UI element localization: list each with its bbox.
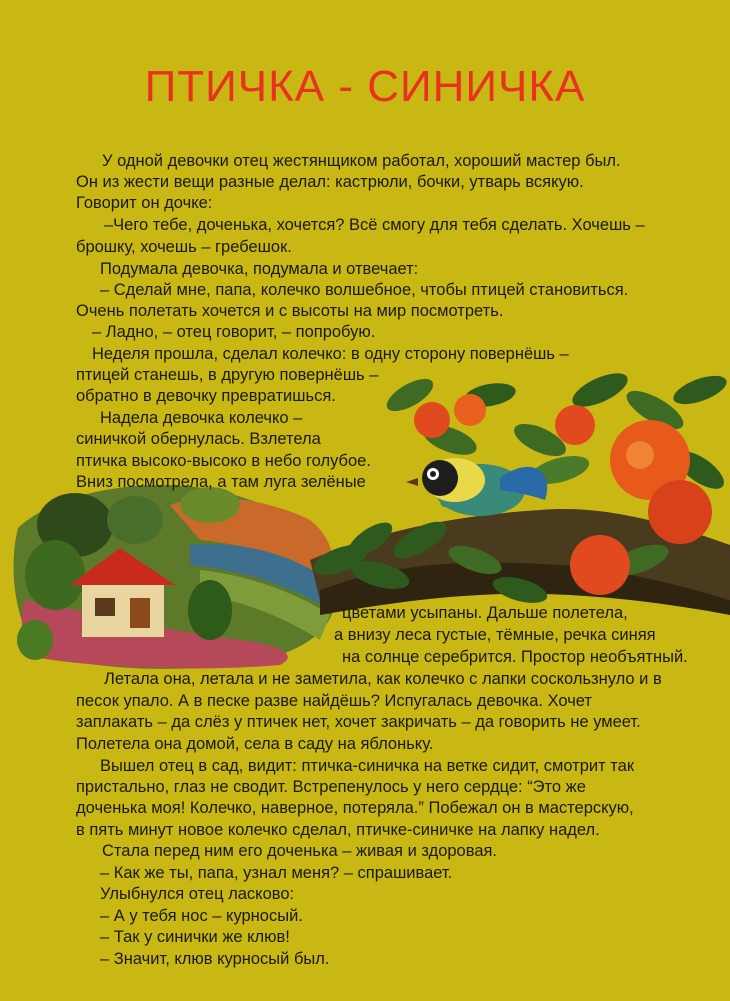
story-line: Неделя прошла, сделал колечко: в одну сторону повернёшь – (92, 345, 569, 363)
story-line: а внизу леса густые, тёмные, речка синяя (334, 626, 656, 644)
story-line: брошку, хочешь – гребешок. (76, 238, 292, 256)
story-line: Вниз посмотрела, а там луга зелёные (76, 473, 366, 491)
titmouse-bird-icon (406, 458, 547, 516)
story-line: Летала она, летала и не заметила, как колечко с лапки соскользнуло и в (104, 670, 662, 688)
story-line: – Ладно, – отец говорит, – попробую. (92, 323, 376, 341)
story-line: доченька моя! Колечко, наверное, потеряла.” Побежал он в мастерскую, (76, 799, 634, 817)
story-line: синичкой обернулась. Взлетела (76, 430, 321, 448)
story-line: – А у тебя нос – курносый. (100, 907, 303, 925)
landscape-scene (14, 485, 336, 669)
apple-branch (310, 366, 730, 615)
story-line: Говорит он дочке: (76, 194, 213, 212)
story-line: Очень полетать хочется и с высоты на мир посмотреть. (76, 302, 504, 320)
story-line: У одной девочки отец жестянщиком работал, хороший мастер был. (102, 152, 621, 170)
story-line: Подумала девочка, подумала и отвечает: (100, 260, 419, 278)
story-line: птицей станешь, в другую повернёшь – (76, 366, 379, 384)
story-line: – Как же ты, папа, узнал меня? – спрашивает. (100, 864, 453, 882)
story-line: Он из жести вещи разные делал: кастрюли, бочки, утварь всякую. (76, 173, 584, 191)
page-title: ПТИЧКА - СИНИЧКА (144, 62, 586, 111)
story-line: Улыбнулся отец ласково: (100, 885, 295, 903)
story-line: заплакать – да слёз у птичек нет, хочет закричать – да говорить не умеет. (76, 713, 641, 731)
story-line: птичка высоко-высоко в небо голубое. (76, 452, 371, 470)
story-line: цветами усыпаны. Дальше полетела, (342, 604, 628, 622)
story-line: Надела девочка колечко – (100, 409, 303, 427)
story-line: – Значит, клюв курносый был. (100, 950, 330, 968)
story-line: в пять минут новое колечко сделал, птичке-синичке на лапку надел. (76, 821, 600, 839)
story-line: Полетела она домой, села в саду на яблоньку. (76, 735, 434, 753)
story-line: – Сделай мне, папа, колечко волшебное, чтобы птицей становиться. (100, 281, 629, 299)
story-line: Вышел отец в сад, видит: птичка-синичка на ветке сидит, смотрит так (100, 757, 635, 775)
story-line: Стала перед ним его доченька – живая и здоровая. (102, 842, 498, 860)
story-line: песок упало. А в песке разве найдёшь? Испугалась девочка. Хочет (76, 692, 592, 710)
story-line: – Так у синички же клюв! (100, 928, 290, 946)
story-line: на солнце серебрится. Простор необъятный. (342, 648, 688, 666)
story-line: обратно в девочку превратишься. (76, 387, 336, 405)
story-line: –Чего тебе, доченька, хочется? Всё смогу для тебя сделать. Хочешь – (104, 216, 645, 234)
story-line: пристально, глаз не сводит. Встрепенулось у него сердце: “Это же (76, 778, 586, 796)
